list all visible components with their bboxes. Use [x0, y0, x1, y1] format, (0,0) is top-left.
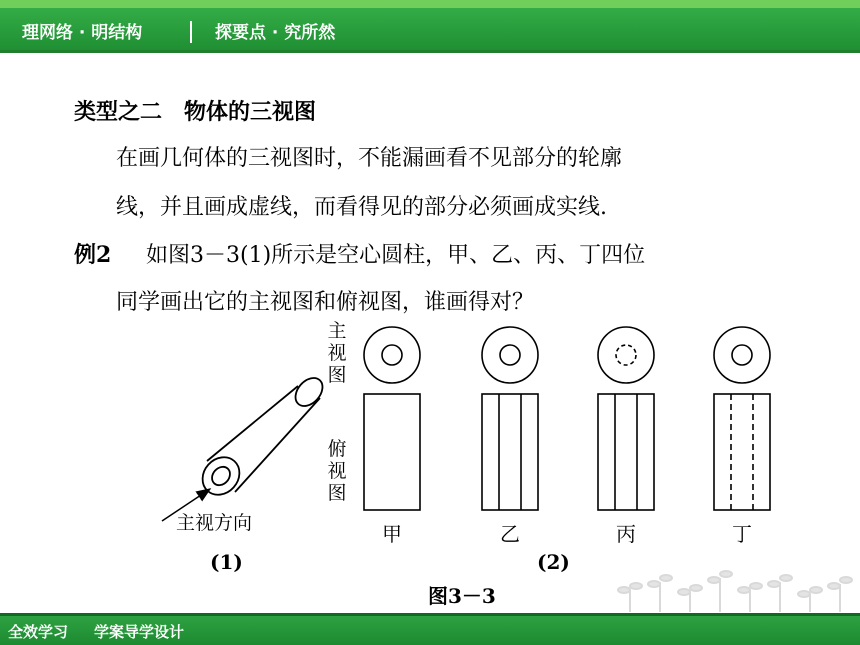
option-jia-label: 甲: [382, 522, 402, 546]
nav-tab-structure[interactable]: 理网络 · 明结构: [22, 23, 143, 43]
option-bing-label: 丙: [616, 522, 636, 546]
example-line-2: 同学画出它的主视图和俯视图，谁画得对？: [116, 290, 535, 315]
front-view-label: 主视图: [327, 320, 347, 386]
paragraph-line-1: 在画几何体的三视图时，不能漏画看不见部分的轮廓: [116, 146, 623, 171]
footer-brand: 全效学习: [8, 623, 69, 641]
decorative-sprouts: [618, 571, 852, 612]
option-yi-views: [482, 327, 538, 510]
section-title: 类型之二 物体的三视图: [74, 99, 317, 125]
subfigure-2-label: (2): [537, 550, 570, 574]
top-view-label: 俯视图: [327, 438, 347, 504]
direction-label: 主视方向: [176, 512, 253, 534]
figure-caption: 图3－3: [428, 584, 496, 608]
subfigure-1-label: (1): [210, 550, 243, 574]
paragraph-line-2: 线，并且画成虚线，而看得见的部分必须画成实线.: [116, 195, 607, 220]
option-bing-views: [598, 327, 654, 510]
footer-subtitle: 学案导学设计: [94, 623, 185, 641]
option-yi-label: 乙: [500, 522, 520, 546]
example-label: 例2: [74, 242, 112, 268]
example-line-1: 如图3－3(1)所示是空心圆柱，甲、乙、丙、丁四位: [146, 243, 646, 268]
option-jia-views: [364, 327, 420, 510]
hollow-cylinder: [195, 373, 328, 502]
option-ding-label: 丁: [732, 522, 752, 546]
nav-tab-points[interactable]: 探要点 · 究所然: [215, 23, 336, 43]
footer-edge: [0, 613, 860, 616]
option-ding-views: [714, 327, 770, 510]
